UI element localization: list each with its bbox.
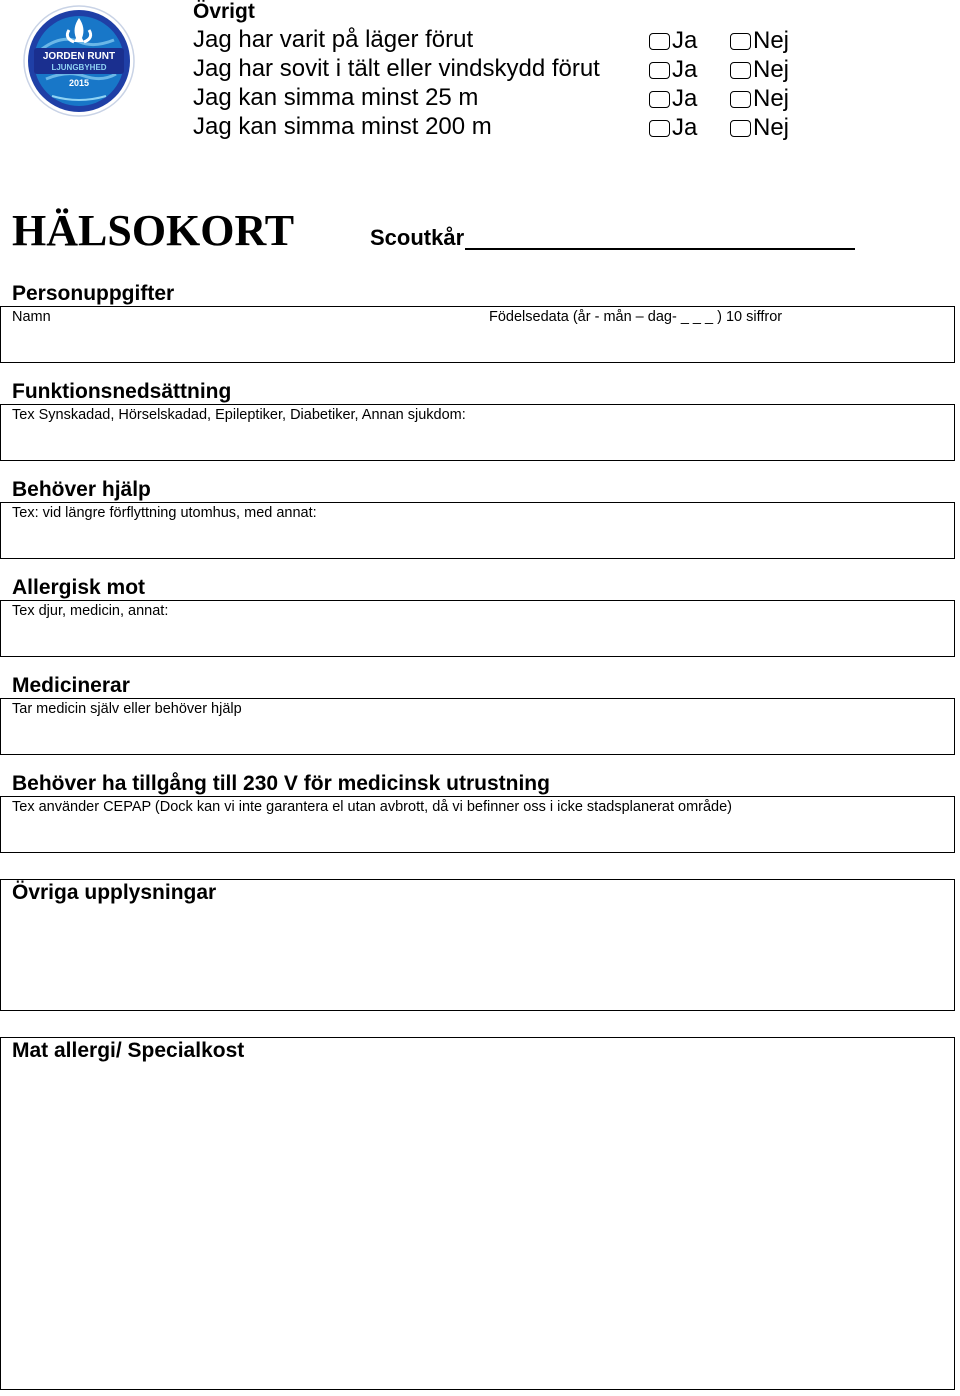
checkbox-yes[interactable]	[649, 33, 670, 50]
medicinerar-hint: Tar medicin själv eller behöver hjälp	[12, 701, 242, 717]
ovrigt-heading: Övrigt	[193, 0, 255, 23]
answer-yes-option[interactable]	[649, 114, 697, 142]
behover-hjalp-hint: Tex: vid längre förflyttning utomhus, med annat:	[12, 505, 317, 521]
personuppgifter-heading: Personuppgifter	[12, 282, 175, 305]
strom-heading: Behöver ha tillgång till 230 V för medicinsk utrustning	[12, 772, 550, 795]
answer-no-label: Nej	[753, 27, 790, 54]
medicinerar-heading: Medicinerar	[12, 674, 130, 697]
question-text: Jag har varit på läger förut	[193, 26, 474, 53]
ovriga-upplysningar-field[interactable]	[0, 879, 955, 1011]
strom-hint: Tex använder CEPAP (Dock kan vi inte garantera el utan avbrott, då vi befinner oss i icke stadsplanerat område)	[12, 799, 733, 815]
checkbox-no[interactable]	[730, 62, 751, 79]
page-title: HÄLSOKORT	[12, 206, 295, 255]
scoutkar-label: Scoutkår	[370, 225, 465, 250]
behover-hjalp-field[interactable]	[0, 502, 955, 559]
question-text: Jag kan simma minst 25 m	[193, 84, 479, 111]
checkbox-no[interactable]	[730, 120, 751, 137]
funktionsnedsattning-heading: Funktionsnedsättning	[12, 380, 232, 403]
answer-yes-option[interactable]	[649, 85, 697, 113]
answer-yes-label: Ja	[672, 114, 698, 141]
answer-yes-option[interactable]	[649, 27, 697, 55]
allergisk-field[interactable]	[0, 600, 955, 657]
checkbox-no[interactable]	[730, 91, 751, 108]
answer-yes-label: Ja	[672, 85, 698, 112]
funktionsnedsattning-field[interactable]	[0, 404, 955, 461]
question-row	[193, 55, 813, 84]
logo-line2: LJUNGBYHED	[51, 63, 107, 72]
ovriga-upplysningar-heading: Övriga upplysningar	[12, 881, 217, 904]
medicinerar-field[interactable]	[0, 698, 955, 755]
answer-no-label: Nej	[753, 85, 790, 112]
name-label: Namn	[12, 309, 51, 325]
answer-no-option[interactable]	[730, 114, 789, 142]
dob-label: Födelsedata (år - mån – dag- _ _ _ ) 10 siffror	[489, 309, 783, 325]
checkbox-yes[interactable]	[649, 91, 670, 108]
question-text: Jag kan simma minst 200 m	[193, 113, 492, 140]
camp-logo	[22, 4, 136, 118]
mat-allergi-field[interactable]	[0, 1037, 955, 1390]
behover-hjalp-heading: Behöver hjälp	[12, 478, 151, 501]
question-row	[193, 113, 813, 142]
checkbox-yes[interactable]	[649, 62, 670, 79]
question-row	[193, 84, 813, 113]
answer-no-label: Nej	[753, 56, 790, 83]
strom-field[interactable]	[0, 796, 955, 853]
answer-no-option[interactable]	[730, 85, 789, 113]
allergisk-heading: Allergisk mot	[12, 576, 146, 599]
logo-year: 2015	[68, 78, 90, 88]
allergisk-hint: Tex djur, medicin, annat:	[12, 603, 169, 619]
checkbox-no[interactable]	[730, 33, 751, 50]
logo-line1: JORDEN RUNT	[42, 51, 116, 62]
answer-no-label: Nej	[753, 114, 790, 141]
personuppgifter-field[interactable]	[0, 306, 955, 363]
question-row	[193, 26, 813, 55]
mat-allergi-heading: Mat allergi/ Specialkost	[12, 1039, 245, 1062]
answer-yes-label: Ja	[672, 56, 698, 83]
answer-yes-label: Ja	[672, 27, 698, 54]
scoutkar-input-line[interactable]	[465, 248, 855, 250]
checkbox-yes[interactable]	[649, 120, 670, 137]
question-text: Jag har sovit i tält eller vindskydd förut	[193, 55, 600, 82]
answer-no-option[interactable]	[730, 56, 789, 84]
funktionsnedsattning-hint: Tex Synskadad, Hörselskadad, Epileptiker, Diabetiker, Annan sjukdom:	[12, 407, 466, 423]
answer-no-option[interactable]	[730, 27, 789, 55]
answer-yes-option[interactable]	[649, 56, 697, 84]
